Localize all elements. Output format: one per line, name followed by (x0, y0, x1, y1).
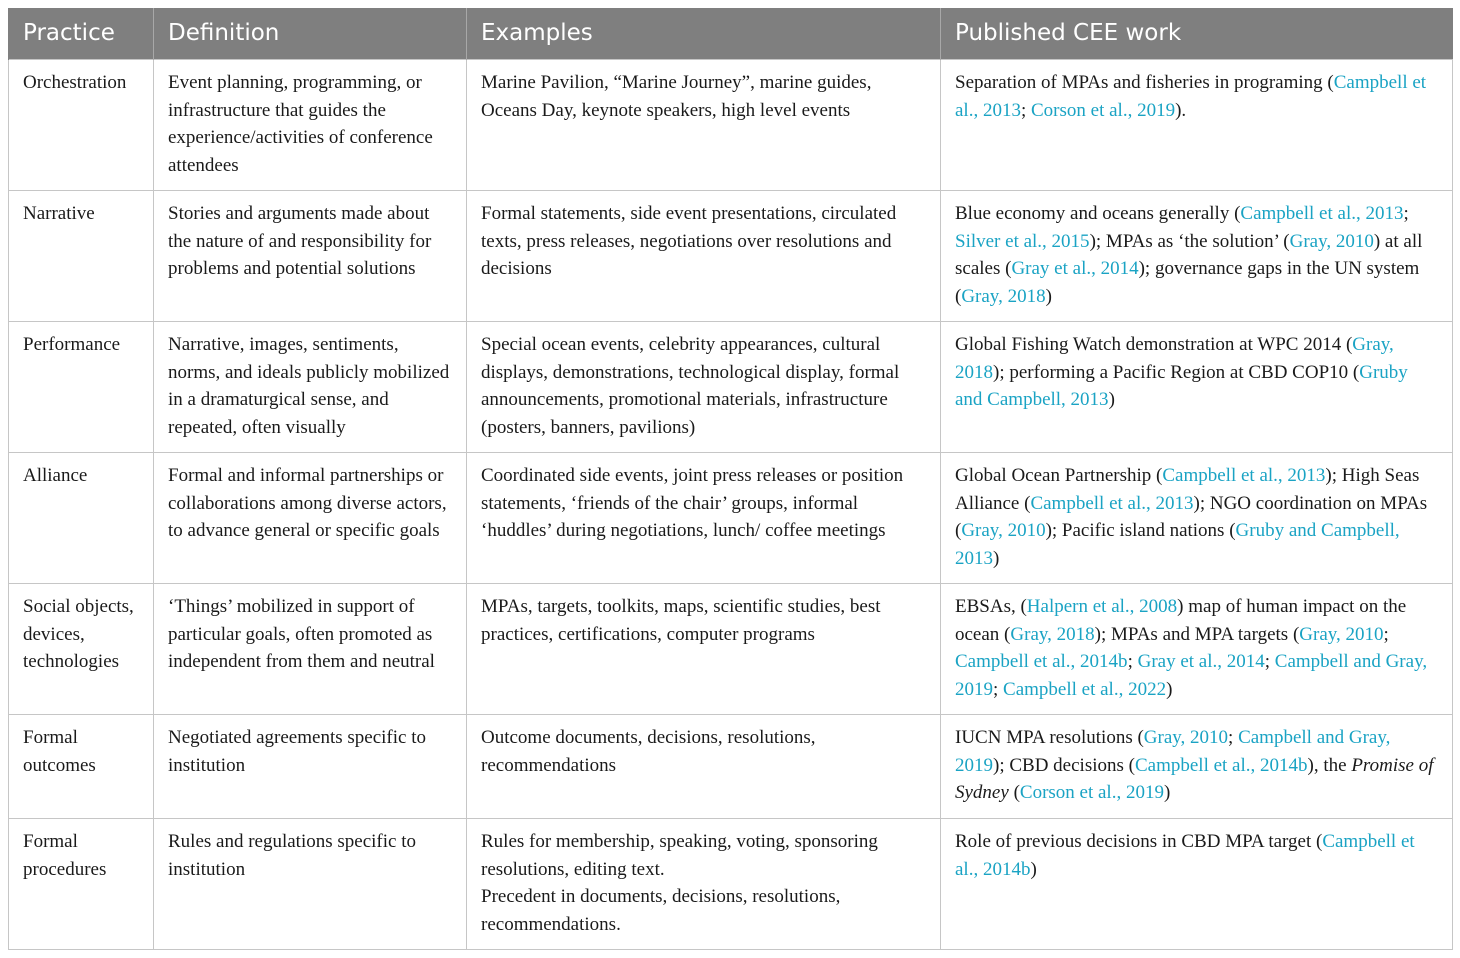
table-header-row (9, 8, 1453, 60)
work-text: ); NGO coordination on MPAs ( (955, 492, 1428, 541)
examples-cell: Formal statements, side event presentations, circulated texts, press releases, negotiations over resolutions and decisions (467, 191, 941, 322)
citation-link[interactable]: Campbell et al., 2014b (955, 651, 1128, 672)
citation-link[interactable]: Halpern et al., 2008 (1026, 596, 1178, 617)
published-work-cell (941, 60, 1453, 191)
citation-link[interactable]: Gray, 2010 (1299, 623, 1384, 645)
definition-cell: ‘Things’ mobilized in support of particular goals, often promoted as independent from them and neutral (154, 584, 467, 715)
table-row (9, 322, 1453, 453)
examples-cell: Marine Pavilion, “Marine Journey”, marine guides, Oceans Day, keynote speakers, high level events (467, 60, 941, 191)
definition-cell: Narrative, images, sentiments, norms, and ideals publicly mobilized in a dramaturgical sense, and repeated, often visually (154, 322, 467, 453)
work-text: ); MPAs as ‘the solution’ ( (1089, 230, 1290, 252)
practice-cell: Formal procedures (9, 819, 154, 950)
definition-cell: Event planning, programming, or infrastructure that guides the experience/activities of conference attendees (154, 60, 467, 191)
work-text: ; (1383, 623, 1389, 645)
published-work-cell (941, 322, 1453, 453)
citation-link[interactable]: Campbell et al., 2013 (1162, 465, 1326, 486)
work-text: ) (1166, 678, 1173, 700)
definition-cell: Rules and regulations specific to institution (154, 819, 467, 950)
citation-link[interactable]: Campbell et al., 2013 (1240, 203, 1404, 224)
definition-cell: Formal and informal partnerships or collaborations among diverse actors, to advance general or specific goals (154, 453, 467, 584)
work-text: ; (993, 678, 1004, 700)
work-text: ) (1108, 389, 1115, 410)
work-text: Role of previous decisions in CBD MPA target ( (955, 831, 1323, 852)
work-text: ) map of human impact on the ocean ( (955, 596, 1407, 645)
header-practice: Practice (9, 8, 154, 60)
citation-link[interactable]: Gray, 2010 (961, 520, 1046, 541)
practices-table (8, 8, 1453, 950)
work-text: ) (1045, 285, 1052, 307)
citation-link[interactable]: Campbell et al., 2014b (1134, 754, 1308, 776)
work-text: ; (1403, 203, 1409, 224)
work-text: ); CBD decisions ( (993, 754, 1135, 776)
work-text: ); MPAs and MPA targets ( (1094, 623, 1300, 645)
definition-cell: Negotiated agreements specific to institution (154, 715, 467, 819)
table-row (9, 819, 1453, 950)
work-text: ). (1175, 99, 1187, 121)
practice-cell: Formal outcomes (9, 715, 154, 819)
work-text: ); governance gaps in the UN system ( (955, 258, 1420, 307)
citation-link[interactable]: Gray et al., 2014 (1011, 258, 1139, 279)
examples-cell: Coordinated side events, joint press releases or position statements, ‘friends of the chair’ groups, informal ‘huddles’ during negotiations, lunch/ coffee meetings (467, 453, 941, 584)
published-work-cell (941, 584, 1453, 715)
work-text: Global Fishing Watch demonstration at WPC 2014 ( (955, 334, 1353, 355)
work-text: ; (1264, 651, 1275, 672)
work-text: ) (1030, 858, 1037, 880)
citation-link[interactable]: Silver et al., 2015 (955, 230, 1090, 252)
table-row (9, 453, 1453, 584)
citation-link[interactable]: Gray, 2010 (1289, 230, 1374, 252)
citation-link[interactable]: Campbell et al., 2013 (1030, 492, 1194, 514)
published-work-cell (941, 819, 1453, 950)
examples-cell: Outcome documents, decisions, resolutions, recommendations (467, 715, 941, 819)
table-row (9, 191, 1453, 322)
work-text: ; (1020, 99, 1031, 121)
citation-link[interactable]: Campbell and Gray, 2019 (955, 727, 1391, 776)
header-examples: Examples (467, 8, 941, 60)
citation-link[interactable]: Gray, 2010 (1143, 727, 1229, 748)
work-text: ) (1163, 782, 1171, 803)
practice-cell: Narrative (9, 191, 154, 322)
work-text: EBSAs, ( (955, 596, 1027, 617)
published-work-cell (941, 453, 1453, 584)
citation-link[interactable]: Campbell et al., 2014b (955, 831, 1415, 880)
citation-link[interactable]: Campbell et al., 2013 (955, 72, 1427, 121)
work-text: ( (1008, 782, 1020, 803)
citation-link[interactable]: Gruby and Campbell, 2013 (955, 520, 1400, 569)
table-row (9, 715, 1453, 819)
italic-title: Promise of Sydney (955, 754, 1434, 803)
work-text: Blue economy and oceans generally ( (955, 203, 1241, 224)
work-text: Separation of MPAs and fisheries in programing ( (955, 72, 1334, 93)
examples-cell: MPAs, targets, toolkits, maps, scientific studies, best practices, certifications, computer programs (467, 584, 941, 715)
practice-cell: Alliance (9, 453, 154, 584)
work-text: ); Pacific island nations ( (1045, 520, 1236, 541)
examples-cell: Special ocean events, celebrity appearances, cultural displays, demonstrations, technological display, formal announcements, promotional materials, infrastructure (posters, banners, pavilions) (467, 322, 941, 453)
work-text: IUCN MPA resolutions ( (955, 727, 1144, 748)
citation-link[interactable]: Campbell et al., 2022 (1003, 678, 1167, 700)
published-work-cell (941, 715, 1453, 819)
examples-line: Precedent in documents, decisions, resolutions, recommendations. (481, 886, 841, 935)
citation-link[interactable]: Gray, 2018 (1010, 623, 1095, 645)
work-text: ) at all scales ( (955, 230, 1423, 279)
work-text: Global Ocean Partnership ( (955, 465, 1163, 486)
practice-cell: Orchestration (9, 60, 154, 191)
definition-cell: Stories and arguments made about the nature of and responsibility for problems and potential solutions (154, 191, 467, 322)
examples-cell (467, 819, 941, 950)
citation-link[interactable]: Corson et al., 2019 (1019, 782, 1164, 803)
citation-link[interactable]: Corson et al., 2019 (1031, 99, 1176, 121)
published-work-cell (941, 191, 1453, 322)
citation-link[interactable]: Gray et al., 2014 (1137, 651, 1265, 672)
header-definition: Definition (154, 8, 467, 60)
citation-link[interactable]: Gray, 2018 (955, 334, 1394, 383)
work-text: ) (993, 547, 1000, 569)
work-text: ); High Seas Alliance ( (955, 465, 1420, 514)
citation-link[interactable]: Gruby and Campbell, 2013 (955, 361, 1408, 410)
practice-cell: Performance (9, 322, 154, 453)
header-published-cee-work: Published CEE work (941, 8, 1453, 60)
citation-link[interactable]: Campbell and Gray, 2019 (955, 651, 1428, 700)
table-row (9, 60, 1453, 191)
work-text: ; (1127, 651, 1138, 672)
work-text: ), the (1307, 754, 1352, 776)
table-row (9, 584, 1453, 715)
practice-cell: Social objects, devices, technologies (9, 584, 154, 715)
work-text: ); performing a Pacific Region at CBD COP10 ( (993, 361, 1360, 383)
citation-link[interactable]: Gray, 2018 (961, 285, 1046, 307)
examples-line: Rules for membership, speaking, voting, sponsoring resolutions, editing text. (481, 831, 878, 880)
work-text: ; (1228, 727, 1239, 748)
